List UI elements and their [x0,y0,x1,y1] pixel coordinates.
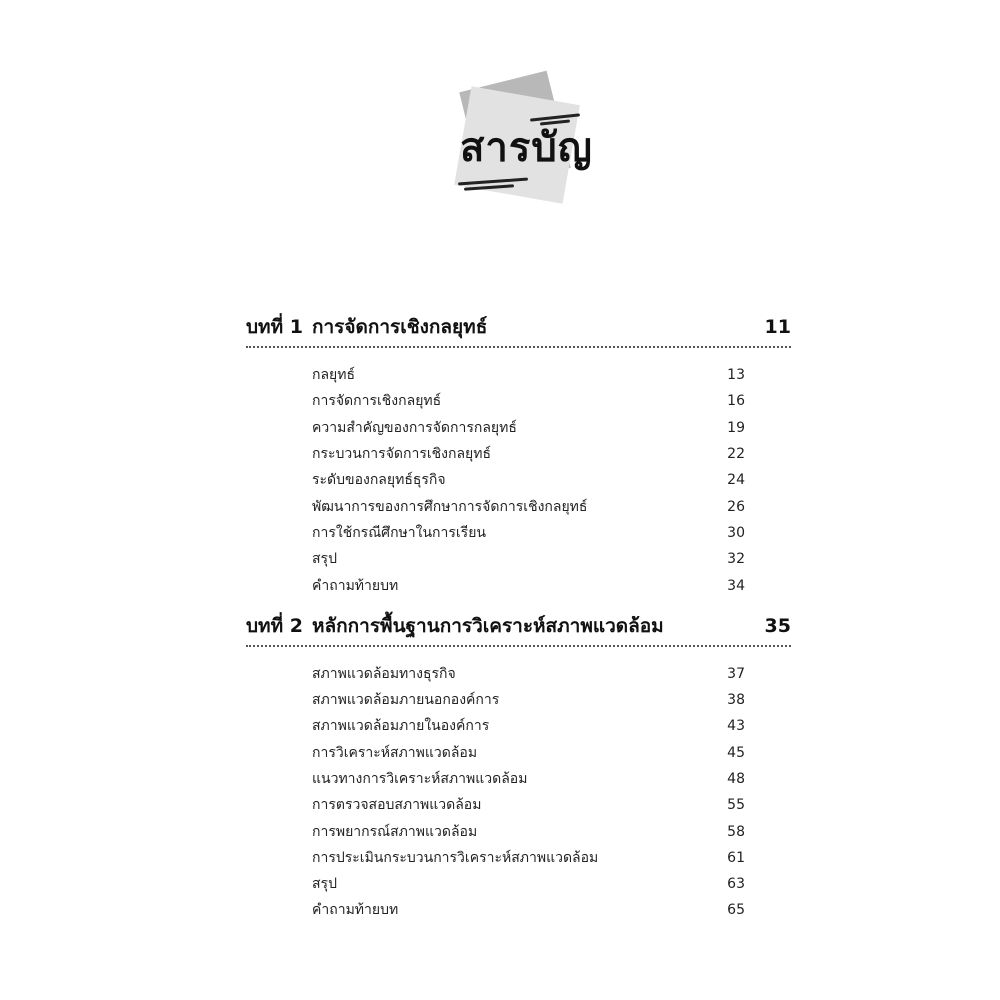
entry-title: ความสำคัญของการจัดการกลยุทธ์ [312,419,517,436]
entry-title: การประเมินกระบวนการวิเคราะห์สภาพแวดล้อม [312,849,599,866]
toc-entry[interactable] [246,572,791,598]
entry-page: 16 [727,393,745,410]
entry-page: 37 [727,665,745,682]
chapter-2 [246,611,791,924]
chapter-page: 35 [764,614,791,637]
entry-title: การพยากรณ์สภาพแวดล้อม [312,823,478,840]
chapter-title: หลักการพื้นฐานการวิเคราะห์สภาพแวดล้อม [312,614,664,637]
entry-page: 24 [727,472,745,489]
toc-entry[interactable] [246,388,791,414]
entry-title: สรุป [312,551,337,568]
chapter-heading[interactable] [246,611,791,641]
toc-entry[interactable] [246,415,791,441]
entry-title: สภาพแวดล้อมภายนอกองค์การ [312,692,500,709]
entry-page: 61 [727,849,745,866]
entry-title: สรุป [312,876,337,893]
chapter-label: บทที่ 2 [246,614,303,637]
toc-entry[interactable] [246,687,791,713]
entry-page: 19 [727,419,745,436]
toc-entry[interactable] [246,546,791,572]
entry-page: 13 [727,367,745,384]
toc-entry[interactable] [246,520,791,546]
entry-title: ระดับของกลยุทธ์ธุรกิจ [312,472,446,489]
toc-entry[interactable] [246,467,791,493]
entry-title: กระบวนการจัดการเชิงกลยุทธ์ [312,446,491,463]
entry-page: 30 [727,524,745,541]
chapter-heading[interactable] [246,312,791,342]
page-title: สารบัญ [460,125,593,171]
toc-entry[interactable] [246,792,791,818]
toc-entry[interactable] [246,766,791,792]
chapter-1 [246,312,791,599]
toc-entry[interactable] [246,441,791,467]
toc-entry[interactable] [246,362,791,388]
entry-page: 26 [727,498,745,515]
entry-page: 38 [727,692,745,709]
entry-title: แนวทางการวิเคราะห์สภาพแวดล้อม [312,771,528,787]
entry-title: การวิเคราะห์สภาพแวดล้อม [312,744,478,761]
table-of-contents [246,312,791,932]
entry-title: การตรวจสอบสภาพแวดล้อม [312,797,482,814]
toc-entry[interactable] [246,493,791,519]
entry-page: 58 [727,823,745,840]
chapter-page: 11 [764,316,791,338]
toc-entry[interactable] [246,740,791,766]
dotted-divider [246,344,791,348]
entry-title: สภาพแวดล้อมทางธุรกิจ [312,665,456,682]
dotted-divider [246,643,791,647]
entry-page: 34 [727,577,745,594]
toc-entry[interactable] [246,871,791,897]
entry-page: 22 [727,446,745,463]
entry-page: 32 [727,551,745,568]
toc-entry[interactable] [246,897,791,923]
entry-title: การใช้กรณีศึกษาในการเรียน [312,524,486,541]
chapter-title: การจัดการเชิงกลยุทธ์ [312,316,488,338]
toc-entry[interactable] [246,661,791,687]
entry-page: 43 [727,718,745,735]
toc-entry[interactable] [246,818,791,844]
entry-page: 48 [727,771,745,787]
entry-title: กลยุทธ์ [312,367,356,384]
entry-title: คำถามท้ายบท [312,577,399,594]
toc-entry[interactable] [246,713,791,739]
entry-title: สภาพแวดล้อมภายในองค์การ [312,718,490,735]
title-decoration [440,60,600,220]
toc-entry[interactable] [246,845,791,871]
entry-page: 65 [727,902,745,919]
chapter-label: บทที่ 1 [246,316,303,338]
entry-title: คำถามท้ายบท [312,902,399,919]
entry-title: พัฒนาการของการศึกษาการจัดการเชิงกลยุทธ์ [312,498,588,515]
entry-page: 45 [727,744,745,761]
entry-title: การจัดการเชิงกลยุทธ์ [312,393,442,410]
entry-page: 55 [727,797,745,814]
entry-page: 63 [727,876,745,893]
